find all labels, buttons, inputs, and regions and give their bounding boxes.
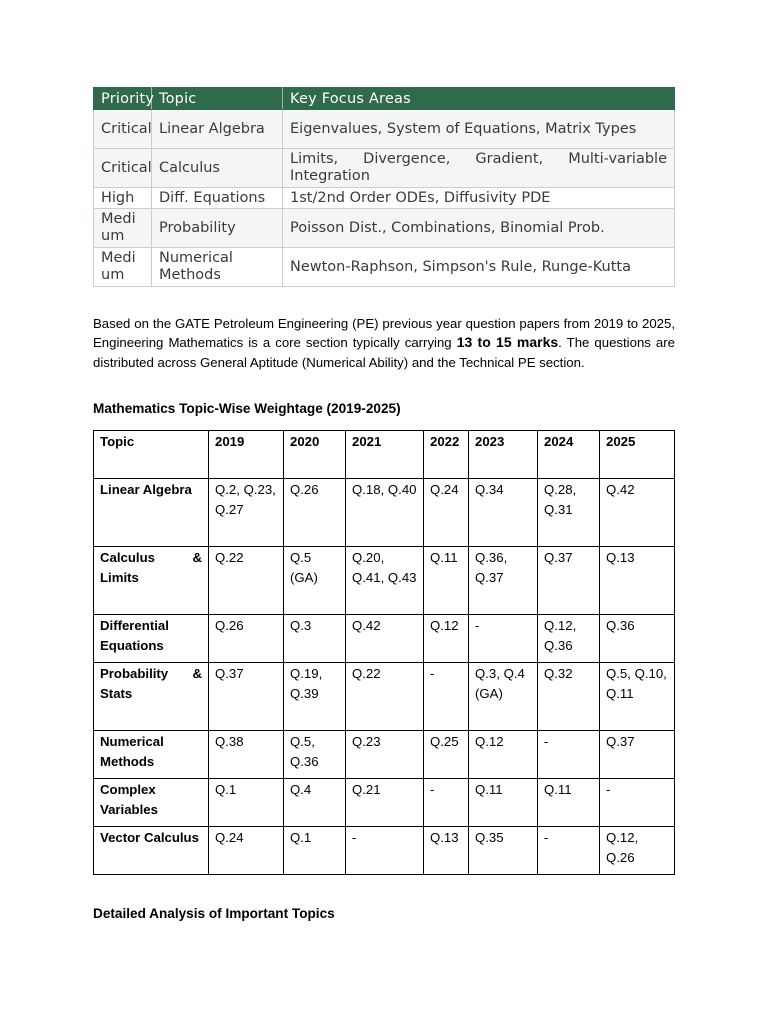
- topic-cell: Probability & Stats: [94, 663, 209, 731]
- question-cell: -: [538, 827, 600, 875]
- question-cell: Q.3: [284, 615, 346, 663]
- priority-header-topic: Topic: [152, 88, 283, 110]
- question-cell: Q.18, Q.40: [346, 479, 424, 547]
- priority-header-focus: Key Focus Areas: [283, 88, 675, 110]
- question-cell: Q.20, Q.41, Q.43: [346, 547, 424, 615]
- focus-cell: Poisson Dist., Combinations, Binomial Prob.: [283, 209, 675, 248]
- question-cell: Q.12: [424, 615, 469, 663]
- question-cell: Q.11: [469, 779, 538, 827]
- weightage-header-row: [94, 431, 675, 479]
- question-cell: Q.13: [600, 547, 675, 615]
- header-year: 2021: [346, 431, 424, 479]
- table-row: [94, 731, 675, 779]
- focus-cell: Eigenvalues, System of Equations, Matrix Types: [283, 110, 675, 149]
- topic-cell: Vector Calculus: [94, 827, 209, 875]
- table-row: [94, 615, 675, 663]
- question-cell: Q.23: [346, 731, 424, 779]
- question-cell: Q.32: [538, 663, 600, 731]
- question-cell: Q.34: [469, 479, 538, 547]
- priority-cell: Critical: [94, 149, 152, 188]
- question-cell: Q.22: [209, 547, 284, 615]
- topic-cell: Linear Algebra: [94, 479, 209, 547]
- question-cell: -: [469, 615, 538, 663]
- question-cell: -: [538, 731, 600, 779]
- topic-cell: Numerical Methods: [152, 248, 283, 287]
- header-year: 2019: [209, 431, 284, 479]
- topic-cell: Numerical Methods: [94, 731, 209, 779]
- table-row: [94, 248, 675, 287]
- question-cell: Q.42: [600, 479, 675, 547]
- question-cell: Q.4: [284, 779, 346, 827]
- question-cell: Q.21: [346, 779, 424, 827]
- question-cell: Q.13: [424, 827, 469, 875]
- header-year: 2025: [600, 431, 675, 479]
- question-cell: -: [346, 827, 424, 875]
- question-cell: Q.11: [424, 547, 469, 615]
- weightage-heading: Mathematics Topic-Wise Weightage (2019-2025): [93, 401, 401, 416]
- question-cell: Q.24: [209, 827, 284, 875]
- priority-header-priority: Priority: [94, 88, 152, 110]
- intro-text-after: . The questions are distributed across General Aptitude (Numerical Ability) and the Technical PE section.: [93, 335, 675, 370]
- question-cell: Q.12, Q.36: [538, 615, 600, 663]
- question-cell: Q.1: [209, 779, 284, 827]
- weightage-table: [93, 430, 675, 875]
- priority-cell: Medium: [94, 248, 152, 287]
- topic-cell: Probability: [152, 209, 283, 248]
- header-year: 2023: [469, 431, 538, 479]
- table-row: [94, 479, 675, 547]
- priority-table: [93, 87, 675, 287]
- question-cell: Q.38: [209, 731, 284, 779]
- question-cell: Q.22: [346, 663, 424, 731]
- intro-marks-highlight: 13 to 15 marks: [456, 334, 559, 351]
- question-cell: Q.35: [469, 827, 538, 875]
- header-year: 2022: [424, 431, 469, 479]
- question-cell: Q.37: [538, 547, 600, 615]
- question-cell: -: [600, 779, 675, 827]
- priority-cell: Critical: [94, 110, 152, 149]
- question-cell: Q.5 (GA): [284, 547, 346, 615]
- header-year: 2024: [538, 431, 600, 479]
- topic-cell: Calculus & Limits: [94, 547, 209, 615]
- question-cell: Q.3, Q.4 (GA): [469, 663, 538, 731]
- topic-cell: Diff. Equations: [152, 188, 283, 209]
- topic-cell: Complex Variables: [94, 779, 209, 827]
- focus-cell: 1st/2nd Order ODEs, Diffusivity PDE: [283, 188, 675, 209]
- table-row: [94, 149, 675, 188]
- topic-cell: Calculus: [152, 149, 283, 188]
- question-cell: Q.36: [600, 615, 675, 663]
- intro-paragraph: [93, 314, 675, 372]
- question-cell: Q.37: [600, 731, 675, 779]
- table-row: [94, 188, 675, 209]
- question-cell: Q.12: [469, 731, 538, 779]
- question-cell: Q.37: [209, 663, 284, 731]
- table-row: [94, 827, 675, 875]
- priority-cell: High: [94, 188, 152, 209]
- question-cell: Q.12, Q.26: [600, 827, 675, 875]
- question-cell: Q.24: [424, 479, 469, 547]
- topic-cell: Differential Equations: [94, 615, 209, 663]
- header-topic: Topic: [94, 431, 209, 479]
- question-cell: Q.1: [284, 827, 346, 875]
- table-row: [94, 663, 675, 731]
- question-cell: Q.26: [209, 615, 284, 663]
- table-row: [94, 779, 675, 827]
- question-cell: Q.19, Q.39: [284, 663, 346, 731]
- analysis-heading: Detailed Analysis of Important Topics: [93, 906, 335, 921]
- priority-cell: Medium: [94, 209, 152, 248]
- table-row: [94, 547, 675, 615]
- question-cell: Q.5, Q.10, Q.11: [600, 663, 675, 731]
- focus-cell: Newton-Raphson, Simpson's Rule, Runge-Kutta: [283, 248, 675, 287]
- header-year: 2020: [284, 431, 346, 479]
- topic-cell: Linear Algebra: [152, 110, 283, 149]
- question-cell: -: [424, 663, 469, 731]
- question-cell: Q.2, Q.23, Q.27: [209, 479, 284, 547]
- table-row: [94, 110, 675, 149]
- question-cell: Q.28, Q.31: [538, 479, 600, 547]
- intro-text-before: Based on the GATE Petroleum Engineering (PE) previous year question papers from 2019 to 2025, Engineering Mathematics is a core section typically carrying: [93, 316, 675, 351]
- table-row: [94, 209, 675, 248]
- question-cell: Q.26: [284, 479, 346, 547]
- question-cell: -: [424, 779, 469, 827]
- focus-cell: Limits, Divergence, Gradient, Multi-variable Integration: [283, 149, 675, 188]
- priority-table-header-row: [94, 88, 675, 110]
- question-cell: Q.11: [538, 779, 600, 827]
- question-cell: Q.5, Q.36: [284, 731, 346, 779]
- question-cell: Q.25: [424, 731, 469, 779]
- question-cell: Q.42: [346, 615, 424, 663]
- question-cell: Q.36, Q.37: [469, 547, 538, 615]
